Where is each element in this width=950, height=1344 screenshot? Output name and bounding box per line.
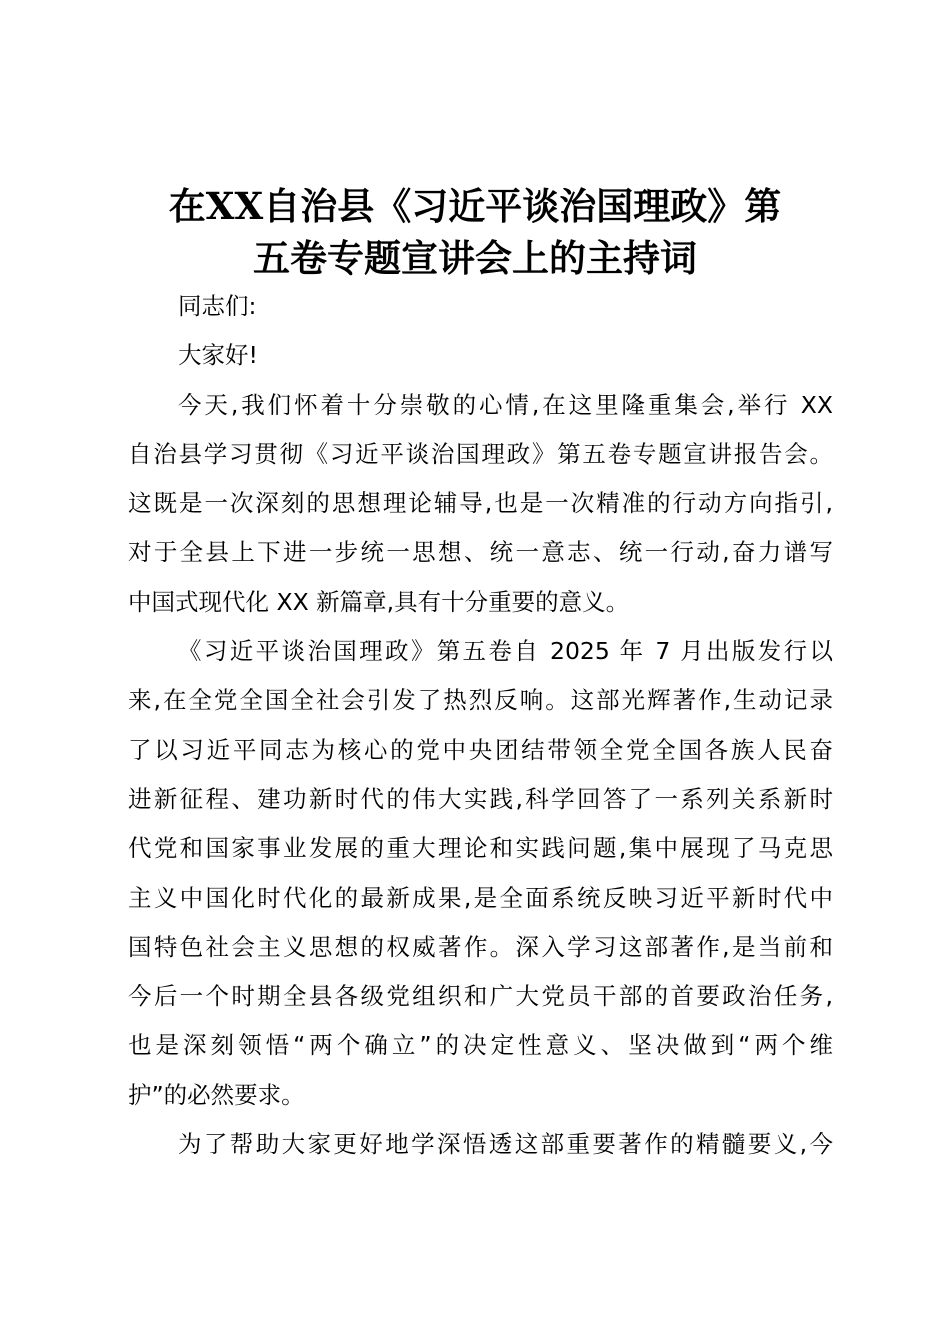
paragraph-line: 也是深刻领悟“两个确立”的决定性意义、坚决做到“两个维 bbox=[128, 1031, 833, 1060]
paragraph-line: 今后一个时期全县各级党组织和广大党员干部的首要政治任务, bbox=[128, 982, 833, 1011]
paragraph-line: 为了帮助大家更好地学深悟透这部重要著作的精髓要义,今 bbox=[178, 1130, 833, 1159]
paragraph-line: 来,在全党全国全社会引发了热烈反响。这部光辉著作,生动记录 bbox=[128, 686, 833, 715]
paragraph-line: 对于全县上下进一步统一思想、统一意志、统一行动,奋力谱写 bbox=[128, 538, 833, 567]
document-title bbox=[110, 180, 840, 284]
paragraph-line: 今天,我们怀着十分崇敬的心情,在这里隆重集会,举行 XX bbox=[178, 390, 833, 419]
paragraph-line: 国特色社会主义思想的权威著作。深入学习这部著作,是当前和 bbox=[128, 932, 833, 961]
paragraph-1 bbox=[128, 381, 833, 627]
document-body bbox=[128, 282, 833, 1169]
greeting: 大家好! bbox=[178, 341, 258, 370]
title-line-1: 在XX自治县《习近平谈治国理政》第 bbox=[168, 184, 782, 228]
paragraph-line: 主义中国化时代化的最新成果,是全面系统反映习近平新时代中 bbox=[128, 883, 833, 912]
paragraph-line: 了以习近平同志为核心的党中央团结带领全党全国各族人民奋 bbox=[128, 735, 833, 764]
paragraph-2 bbox=[128, 627, 833, 1120]
title-line-2: 五卷专题宣讲会上的主持词 bbox=[253, 236, 697, 280]
paragraph-3 bbox=[128, 1120, 833, 1169]
paragraph-line: 进新征程、建功新时代的伟大实践,科学回答了一系列关系新时 bbox=[128, 784, 833, 813]
paragraph-line: 中国式现代化 XX 新篇章,具有十分重要的意义。 bbox=[128, 587, 630, 616]
salutation: 同志们: bbox=[178, 292, 257, 320]
paragraph-line: 代党和国家事业发展的重大理论和实践问题,集中展现了马克思 bbox=[128, 834, 833, 863]
paragraph-line: 自治县学习贯彻《习近平谈治国理政》第五卷专题宣讲报告会。 bbox=[128, 439, 833, 468]
paragraph-line: 这既是一次深刻的思想理论辅导,也是一次精准的行动方向指引, bbox=[128, 489, 833, 518]
paragraph-line: 《习近平谈治国理政》第五卷自 2025 年 7 月出版发行以 bbox=[178, 637, 833, 666]
paragraph-line: 护”的必然要求。 bbox=[128, 1080, 305, 1109]
